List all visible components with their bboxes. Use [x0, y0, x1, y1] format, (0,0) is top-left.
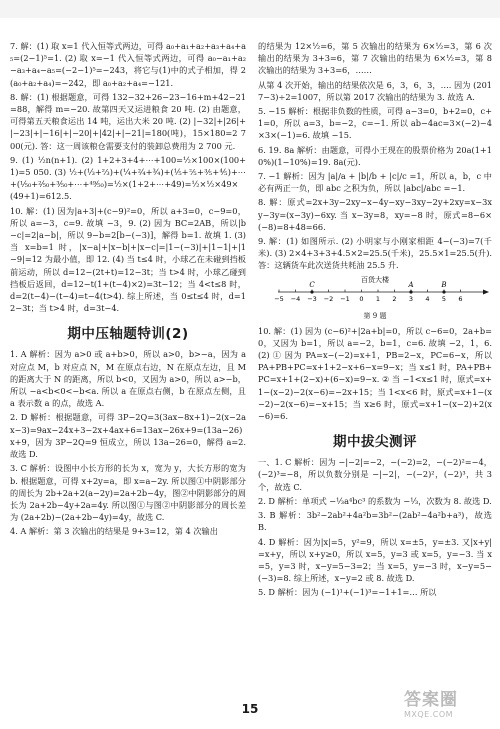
answer-7: 7. 解：(1) 取 x=1 代入恒等式两边，可得 a₀+a₁+a₂+a₃+a₄+a₅=(2−1)⁵=1. (2) 取 x=−1 代入恒等式两边，可得 a₀−a₁+a₂−a₃+a₄−a₅=(−2−1)⁵=−243，将它与(1)中的式子相加，得 2(a₀+a₂+a₄)=−242，即 a₀+a₂+a₄=−121. [10, 41, 246, 88]
answer-8: 8. 解：(1) 根据题意，可得 132−32+26−23−16+m+42−21=88，解得 m=−20. 故第四天又运进粮食 20 吨. (2) 由题意，可得第五天粮食运出 14 吨，运出大米 20 吨. (2) |−32|+|26|+|−23|+|−16|+|−20|+|42|+|−21|=180(吨)，15×180=2 700(元). 答：这一周该粮仓需要支付的装卸总费用为 2 700 元. [10, 91, 246, 151]
section2-answer-4: 4. D 解析：因为|x|=5，y²=9，所以 x=±5，y=±3. 又|x+y|=x+y，所以 x+y≥0，所以 x=5，y=3 或 x=5，y=−3. 当 x=5，y=3 时，x−y=5−3=2；当 x=5，y=−3 时，x−y=5−(−3)=8. 综上所述，x−y=2 或 8. 故选 D. [258, 536, 492, 584]
point-a-label: A [408, 280, 414, 289]
section1-answer-4: 4. A 解析：第 3 次输出的结果是 9+3=12，第 4 次输出 [10, 526, 218, 537]
tick-label: −1 [340, 294, 350, 303]
point-c-dot [310, 290, 313, 293]
section1-answer-3: 3. C 解析：设图中小长方形的长为 x，宽为 y，大长方形的宽为 b. 根据题意，可得 x+2y=a，即 x=a−2y. 所以图①中阴影部分的周长为 2b+2a+2(a−2y)=2a+2b−4y，图②中阴影部分的周长为 2a+2b−4y+2a=4y. 所以图①与图②中阴影部分的周长差为 (2a+2b)−(2a+2b−4y)=4y，故选 C. [10, 463, 246, 523]
left-column [10, 40, 246, 540]
page-number: 15 [241, 702, 259, 716]
section1-answer-1: 1. A 解析：因为 a>0 或 a+b>0，所以 a>0，b>−a，因为 a 对应点 M，b 对应点 N，M 在原点右边，N 在原点左边，且 M 的距离大于 N 的距离，所以 b<0，又因为 a>0，所以 a>−b，所以 −a<b<0<−b<a. 所以 a 在原点右侧，b 在原点左侧，且 a 表示数 a 的点，故选 A. [10, 349, 246, 409]
watermark-site: MXQE.COM [404, 710, 454, 719]
tick-label: 4 [425, 294, 430, 303]
tick-label: 3 [408, 294, 414, 303]
answer-10-right: 10. 解：(1) 因为 (c−6)²+|2a+b|=0，所以 c−6=0，2a+b=0，又因为 b=1，所以 a=−2，b=1，c=6. 故填 −2，1，6. (2) ① 因为 PA=x−(−2)=x+1，PB=2−x，PC=6−x，所以 PA+PB+PC=x+1+2−x+6−x=9−x；当 x≤1 时，PA+PB+PC=x+1+(2−x)+(6−x)=9−x. ② 当 −1<x≤1 时，原式=x+1−(x−2)−2(x−6)=−2x+15；当 1<x<6 时，原式=x+1−(x−2)−2(x−6)=−x+15；当 x≥6 时，原式=x+1−(x−2)+2(x−6)=6. [258, 325, 492, 422]
diagram-caption: 第 9 题 [363, 311, 387, 320]
tick-label: −5 [274, 294, 284, 303]
tick-label: 0 [359, 294, 364, 303]
section-title-midterm-top: 期中拔尖测评 [333, 434, 417, 451]
answer-6: 6. 19. 8a 解析：由题意，可得小王现在的股票价格为 20a(1+10%)(1−10%)=19. 8a(元). [258, 144, 492, 167]
tick-label: 2 [392, 294, 397, 303]
section-title-midterm-hard: 期中压轴题特训(2) [67, 326, 189, 343]
right-column [258, 40, 492, 601]
tick-label: 6 [458, 294, 463, 303]
watermark-main: 答案圈 [404, 690, 458, 710]
tick-label: −4 [290, 294, 301, 303]
tick-label: 5 [441, 294, 447, 303]
section2-answer-5: 5. D 解析：因为 (−1)¹+(−1)³=−1+1=… 所以 [258, 587, 437, 598]
tick-label: 1 [375, 294, 381, 303]
number-line-diagram [258, 274, 492, 321]
answer-9-right: 9. 解：(1) 如图所示. (2) 小明家与小刚家相距 4−(−3)=7(千米). (3) 2×4+3+3+4.5×2=25.5(千米)，25.5×1=25.5(升). 答：这辆货车此次送货共耗油 25.5 升. [258, 236, 492, 271]
tick-label: −3 [307, 294, 317, 303]
answer-9: 9. (1) ½n(n+1). (2) 1+2+3+4+⋯+100=½×100×(100+1)=5 050. (3) ½+(⅓+⅔)+(¼+²⁄₄+¾)+(⅕+⅖+⅗+⅘)+⋯+(¹⁄₅₀+²⁄₅₀+³⁄₅₀+⋯+⁴⁹⁄₅₀)=½×(1+2+⋯+49)=½×½×49×(49+1)=612.5. [10, 154, 246, 202]
number-line-svg [258, 274, 492, 308]
section2-answer-1: 一、1. C 解析：因为 −|−2|=−2，−(−2)=2，−(−2)²=−4，(−2)³=−8，所以负数分别是 −|−2|，−(−2)²，(−2)³，共 3 个，故选 C. [258, 457, 492, 492]
section2-answer-2: 2. D 解析：单项式 −⅓a⁴bc³ 的系数为 −⅓，次数为 8. 故选 D. [258, 495, 492, 506]
answer-4-conclusion: 从第 4 次开始，输出的结果依次是 6，3，6，3，…. 因为 (2017−3)÷2=1007，所以第 2017 次输出的结果为 3. 故选 A. [258, 79, 492, 102]
tick-group [274, 289, 462, 303]
answer-10: 10. 解：(1) 因为|a+3|+(c−9)²=0，所以 a+3=0，c−9=0，所以 a=−3，c=9. 故填 −3，9. (2) 因为 BC=2AB，所以|b−c|=2|a−b|，所以 9−b=2[b−(−3)]，解得 b=1. 故填 1. (3) 当 x=b=1 时，|x−a|+|x−b|+|x−c|=|1−(−3)|+|1−1|+|1−9|=12 为最小值，即 12. (4) 当 t≤4 时，小球乙在未碰到挡板前运动，所以 d=12−(2t+t)=12−3t；当 t>4 时，小球乙碰到挡板后返回，d=12−t(1+(t−4)×2)=3t−12；当 4<t≤8 时，d=2(t−4)−(t−4)=t−4(t>4). 综上所述，当 0≤t≤4 时，d=12−3t；当 t>4 时，d=3t−4. [10, 205, 246, 314]
tick-label: −2 [323, 294, 334, 303]
point-b-dot [442, 290, 445, 293]
section2-answer-3: 3. B 解析：3b²−2ab²+4a²b=3b²−(2ab²−4a²b+a³)，故选 B. [258, 510, 492, 533]
store-label: 百货大楼 [361, 275, 389, 284]
watermark-logo [404, 690, 494, 724]
answer-8-right: 8. 解：原式=2x+3y−2xy−x−4y−xy−3xy−2y+2xy=x−3xy−3y=(x−3y)−6xy. 当 x−3y=8，xy=−8 时，原式=8−6×(−8)=8+48=66. [258, 197, 492, 232]
point-b-label: B [441, 280, 447, 289]
point-a-dot [409, 290, 412, 293]
axis-arrow-icon [483, 289, 489, 294]
answer-7-right: 7. −1 解析：因为 |a|/a + |b|/b + |c|/c =1，所以 a，b，c 中必有两正一负，即 abc 之积为负，所以 |abc|/abc =−1. [258, 171, 492, 194]
section1-answer-2: 2. D 解析：根据题意，可得 3P−2Q=3(3ax−8x+1)−2(x−2ax−3)=9ax−24x+3−2x+4ax+6=13ax−26x+9=(13a−26)x+9，因为 3P−2Q=9 恒成立，所以 13a−26=0，解得 a=2. 故选 D. [10, 412, 246, 460]
point-c-label: C [309, 280, 315, 289]
top-edge-band [0, 0, 500, 18]
answer-4-continued: 的结果为 12×½=6，第 5 次输出的结果为 6×½=3，第 6 次输出的结果为 3+3=6，第 7 次输出的结果为 6×½=3，第 8 次输出的结果为 3+3=6，…… [258, 41, 492, 76]
answer-5: 5. −15 解析：根据非负数的性质，可得 a−3=0，b+2=0，c+1=0，所以 a=3，b=−2，c=−1. 所以 ab−4ac=3×(−2)−4×3×(−1)=6. 故填 −15. [258, 106, 492, 141]
